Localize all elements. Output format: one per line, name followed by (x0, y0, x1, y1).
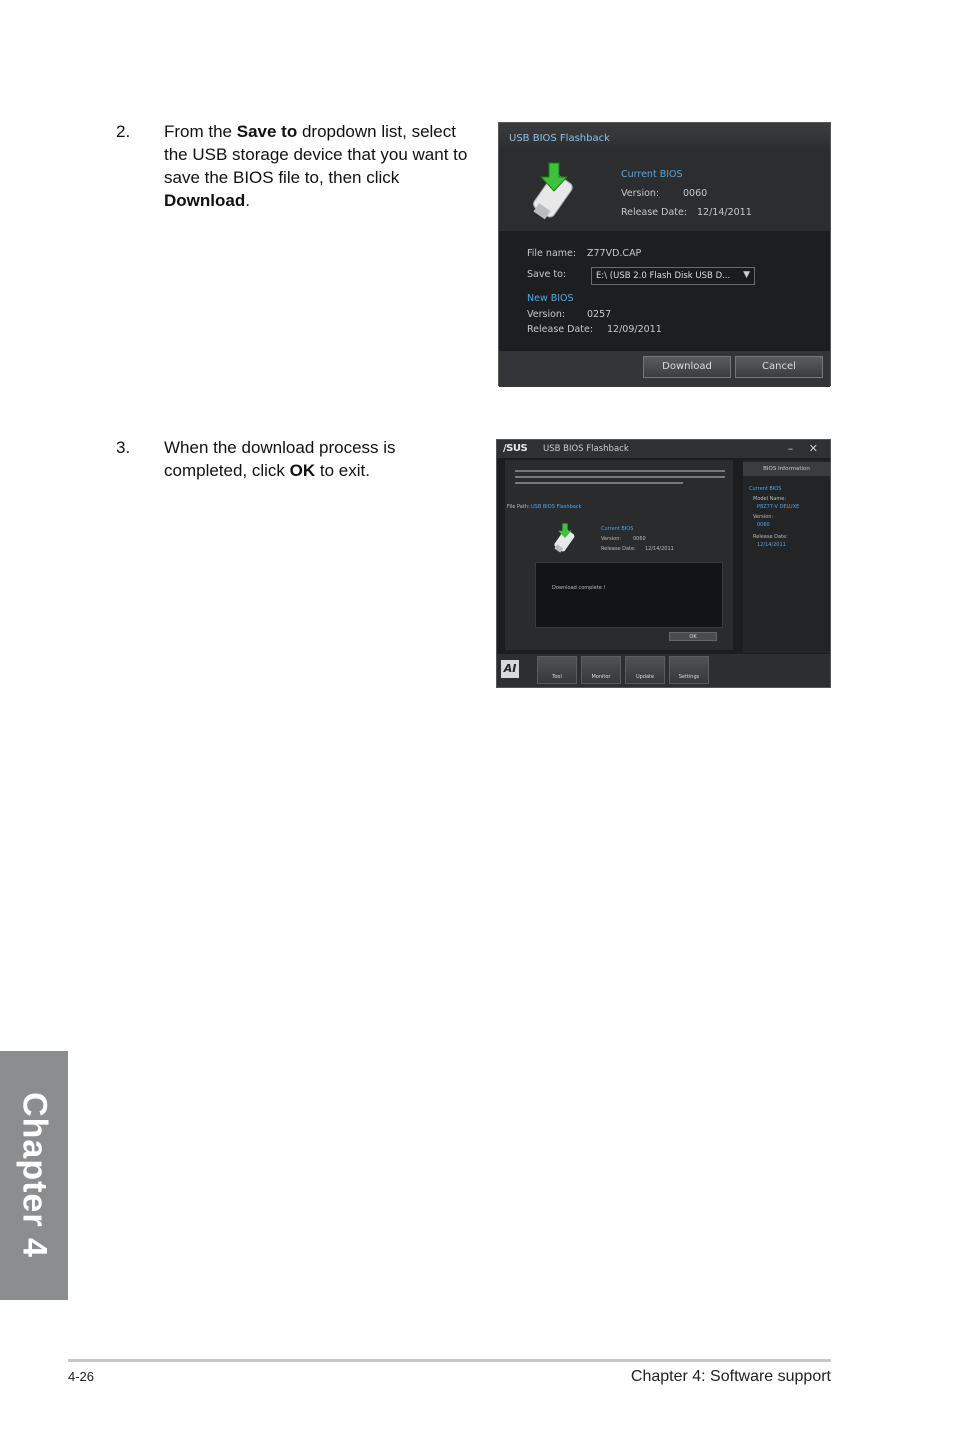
sidebar-release-value: 12/14/2011 (757, 542, 786, 548)
step-text: When the download process is completed, click OK to exit. (164, 438, 396, 480)
footer-rule (68, 1359, 831, 1362)
dialog-title: USB BIOS Flashback (509, 133, 610, 144)
release-date-value: 12/14/2011 (645, 546, 674, 552)
save-to-value: E:\ (USB 2.0 Flash Disk USB D... (596, 271, 731, 281)
sidebar-version-label: Version: (753, 514, 774, 520)
bottom-nav-bar (497, 654, 830, 687)
new-version-value: 0257 (587, 309, 612, 320)
sidebar-header: BIOS Information (743, 462, 830, 476)
chapter-tab-label: Chapter 4 (15, 1092, 54, 1258)
new-release-date-value: 12/09/2011 (607, 324, 662, 335)
version-value: 0060 (633, 536, 646, 542)
file-path-value: USB BIOS Flashback (531, 504, 582, 510)
step-number: 3. (116, 438, 131, 457)
release-date-label: Release Date: (621, 207, 688, 218)
sidebar-model-value: P8Z77-V DELUXE (757, 504, 800, 510)
file-name-label: File name: (527, 248, 577, 259)
file-path-label: File Path: (507, 504, 530, 510)
ai-suite-logo: AI (501, 660, 519, 678)
file-name-value: Z77VD.CAP (587, 248, 642, 259)
page-number: 4-26 (68, 1369, 95, 1384)
asus-logo: /SUS (503, 443, 528, 454)
sidebar-release-label: Release Date: (753, 534, 788, 540)
save-to-label: Save to: (527, 269, 567, 280)
usb-bios-flashback-dialog-screenshot (498, 122, 831, 386)
current-bios-heading: Current BIOS (601, 526, 634, 532)
step-number: 2. (116, 122, 131, 141)
message-box (535, 562, 723, 628)
download-button[interactable]: Download (643, 356, 731, 378)
version-value: 0060 (683, 188, 708, 199)
window-title: USB BIOS Flashback (543, 444, 629, 454)
chevron-down-icon: ▼ (743, 270, 750, 280)
nav-update[interactable]: Update (625, 656, 665, 684)
ok-button[interactable]: OK (669, 632, 717, 641)
chapter-tab (0, 1051, 68, 1300)
version-label: Version: (621, 188, 660, 199)
release-date-value: 12/14/2011 (697, 207, 752, 218)
ai-suite-window-screenshot (496, 439, 831, 688)
new-bios-heading: New BIOS (527, 293, 574, 304)
usb-drive-icon (551, 522, 581, 554)
step-text: From the Save to dropdown list, select the USB storage device that you want to save the BIOS file to, then click Download. (164, 122, 468, 210)
save-to-dropdown[interactable] (591, 267, 755, 285)
cancel-button[interactable]: Cancel (735, 356, 823, 378)
usb-drive-icon (527, 161, 585, 221)
release-date-label: Release Date: (601, 546, 636, 552)
footer-section-title: Chapter 4: Software support (630, 1368, 831, 1385)
sidebar-model-label: Model Name: (753, 496, 787, 502)
new-release-date-label: Release Date: (527, 324, 594, 335)
download-complete-message: Download complete ! (552, 585, 606, 591)
nav-monitor[interactable]: Monitor (581, 656, 621, 684)
sidebar-current-bios: Current BIOS (749, 486, 782, 492)
current-bios-heading: Current BIOS (621, 169, 683, 180)
sidebar-version-value: 0060 (757, 522, 770, 528)
window-controls[interactable]: – ✕ (787, 442, 824, 455)
nav-settings[interactable]: Settings (669, 656, 709, 684)
bios-information-sidebar (743, 460, 830, 653)
nav-tool[interactable]: Tool (537, 656, 577, 684)
version-label: Version: (601, 536, 622, 542)
description-text-placeholder (515, 466, 725, 496)
new-version-label: Version: (527, 309, 566, 320)
